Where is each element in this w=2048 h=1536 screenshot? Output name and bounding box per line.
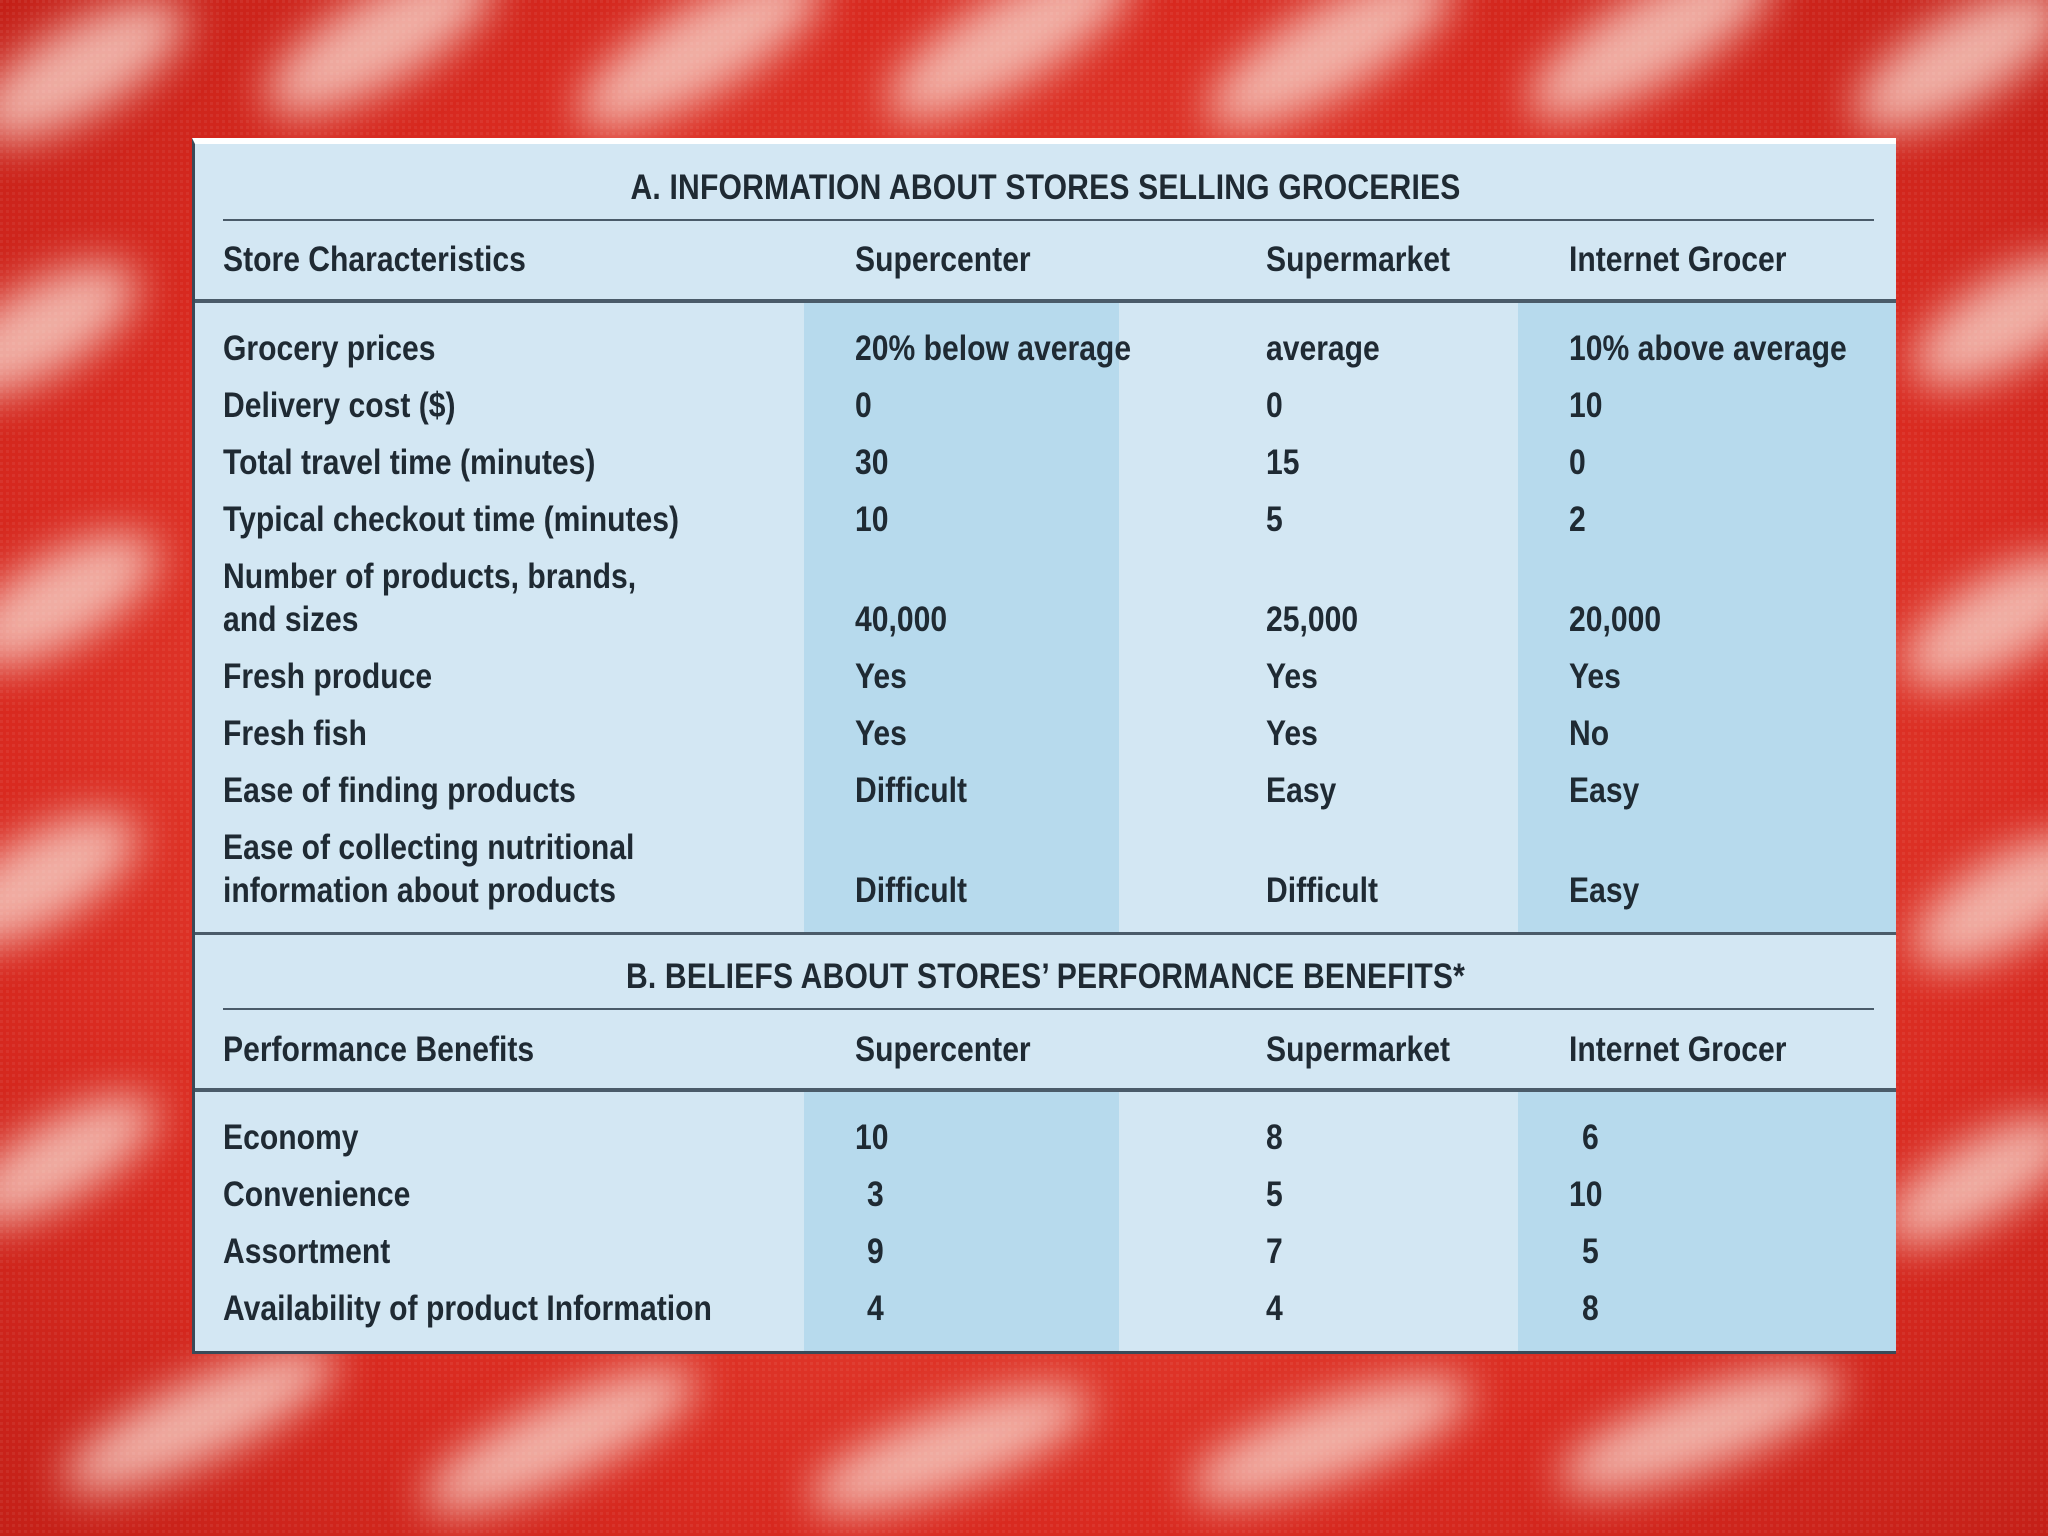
supercenter-value: 10 <box>855 1118 889 1157</box>
section-a-header-supermarket: Supermarket <box>1266 240 1451 279</box>
internet-grocer-value: 2 <box>1569 500 1586 539</box>
section-a-header-characteristics: Store Characteristics <box>223 240 526 279</box>
internet-grocer-value: 8 <box>1582 1289 1599 1328</box>
supercenter-value: 3 <box>867 1175 884 1214</box>
row-label: Grocery prices <box>223 329 436 368</box>
supercenter-value: Yes <box>855 657 907 696</box>
row-label-line1: Number of products, brands, <box>223 557 637 596</box>
section-b-title-rule <box>223 1008 1874 1010</box>
section-b-header-supercenter: Supercenter <box>855 1030 1031 1069</box>
supercenter-value: Yes <box>855 714 907 753</box>
row-label-line1: Ease of collecting nutritional <box>223 828 635 867</box>
supercenter-value: 4 <box>867 1289 884 1328</box>
row-label: Availability of product Information <box>223 1289 712 1328</box>
internet-grocer-value: No <box>1569 714 1610 753</box>
row-label: Total travel time (minutes) <box>223 443 596 482</box>
supermarket-value: 7 <box>1266 1232 1283 1271</box>
row-label: Typical checkout time (minutes) <box>223 500 680 539</box>
supermarket-value: 4 <box>1266 1289 1283 1328</box>
supermarket-value: 0 <box>1266 386 1283 425</box>
supermarket-value: 8 <box>1266 1118 1283 1157</box>
section-b-header-internet-grocer: Internet Grocer <box>1569 1030 1787 1069</box>
supercenter-column-shade <box>804 144 1119 1351</box>
internet-grocer-value: 20,000 <box>1569 600 1662 639</box>
internet-grocer-value: Yes <box>1569 657 1621 696</box>
section-a-title: A. INFORMATION ABOUT STORES SELLING GROCERIES <box>630 168 1461 207</box>
supercenter-value: 30 <box>855 443 889 482</box>
supercenter-value: 40,000 <box>855 600 948 639</box>
row-label-line2: and sizes <box>223 600 359 639</box>
section-b-header-benefits: Performance Benefits <box>223 1030 535 1069</box>
section-b-header-rule <box>195 1088 1896 1092</box>
row-label: Assortment <box>223 1232 391 1271</box>
supermarket-value: Difficult <box>1266 871 1379 910</box>
supermarket-value: 5 <box>1266 1175 1283 1214</box>
supermarket-value: average <box>1266 329 1380 368</box>
supermarket-value: 5 <box>1266 500 1283 539</box>
supermarket-value: Yes <box>1266 657 1318 696</box>
grocery-comparison-table <box>192 138 1896 1354</box>
internet-grocer-value: 10% above average <box>1569 329 1847 368</box>
section-a-header-rule <box>195 299 1896 303</box>
section-b-title: B. BELIEFS ABOUT STORES’ PERFORMANCE BENEFITS* <box>625 957 1466 996</box>
supercenter-value: 0 <box>855 386 872 425</box>
section-a-header-internet-grocer: Internet Grocer <box>1569 240 1787 279</box>
supercenter-value: Difficult <box>855 871 968 910</box>
internet-grocer-value: 10 <box>1569 1175 1603 1214</box>
row-label: Fresh produce <box>223 657 433 696</box>
row-label: Ease of finding products <box>223 771 576 810</box>
internet-grocer-value: 0 <box>1569 443 1586 482</box>
row-label: Fresh fish <box>223 714 367 753</box>
supercenter-value: Difficult <box>855 771 968 810</box>
supermarket-value: Easy <box>1266 771 1337 810</box>
supermarket-value: 25,000 <box>1266 600 1359 639</box>
internet-grocer-value: 5 <box>1582 1232 1599 1271</box>
supercenter-value: 20% below average <box>855 329 1132 368</box>
internet-grocer-value: 6 <box>1582 1118 1599 1157</box>
row-label: Convenience <box>223 1175 411 1214</box>
supercenter-value: 10 <box>855 500 889 539</box>
supermarket-value: Yes <box>1266 714 1318 753</box>
internet-grocer-value: Easy <box>1569 871 1640 910</box>
section-a-header-supercenter: Supercenter <box>855 240 1031 279</box>
section-a-title-rule <box>223 219 1874 221</box>
internet-grocer-value: 10 <box>1569 386 1603 425</box>
supercenter-value: 9 <box>867 1232 884 1271</box>
row-label: Economy <box>223 1118 359 1157</box>
row-label: Delivery cost ($) <box>223 386 456 425</box>
section-b-header-supermarket: Supermarket <box>1266 1030 1451 1069</box>
internet-grocer-value: Easy <box>1569 771 1640 810</box>
supermarket-value: 15 <box>1266 443 1300 482</box>
row-label-line2: information about products <box>223 871 616 910</box>
